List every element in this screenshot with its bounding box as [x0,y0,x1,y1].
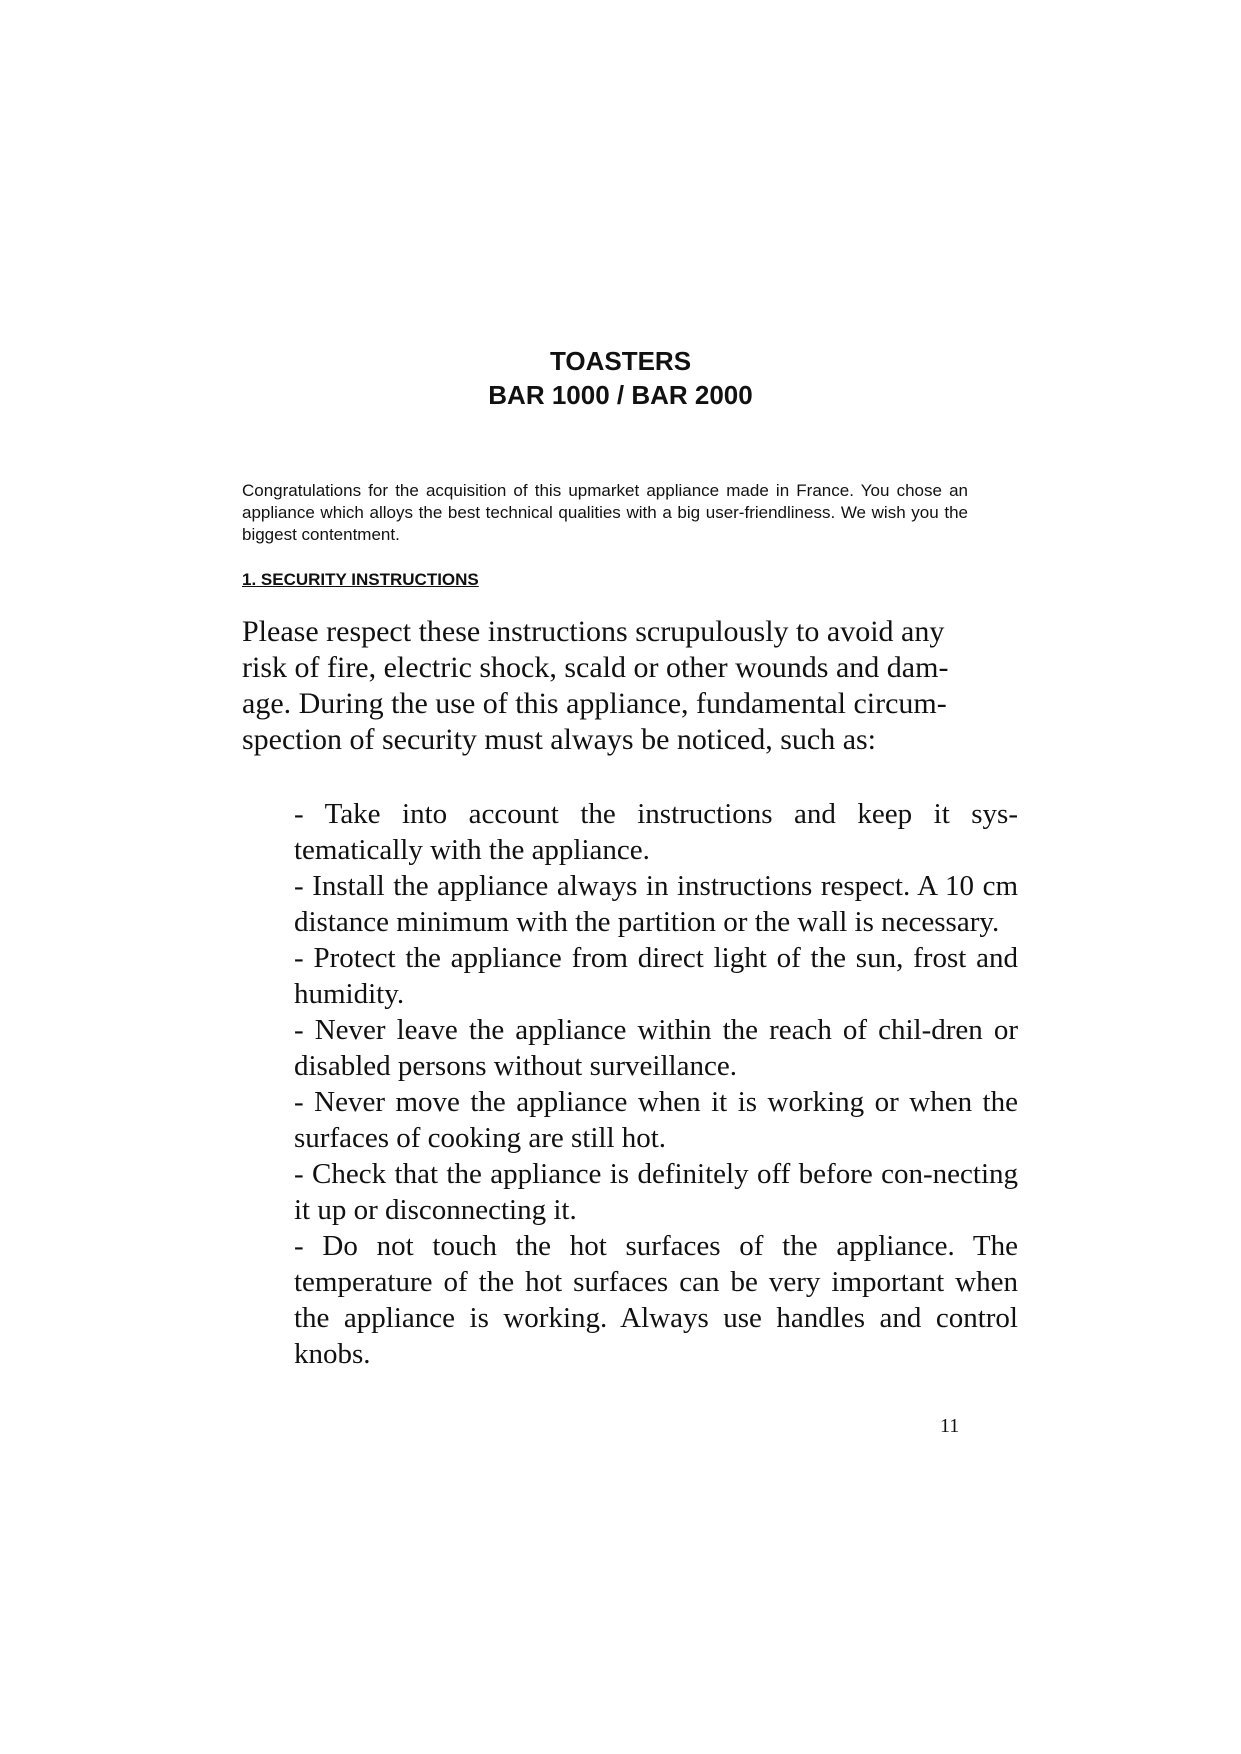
list-item: - Do not touch the hot surfaces of the appliance. The temperature of the hot surfaces can be very important when the appliance is working. Always use handles and control knobs. [294,1230,1018,1370]
section-lead-paragraph: Please respect these instructions scrupulously to avoid any risk of fire, electric shock, scald or other wounds and dam-age. During the use of this appliance, fundamental circum-spection of security must always be noticed, such as: [242,615,949,756]
list-item: - Never leave the appliance within the reach of chil-dren or disabled persons without surveillance. [294,1014,1018,1082]
title-line-2: BAR 1000 / BAR 2000 [488,380,753,410]
security-instructions-list [294,796,1018,1372]
list-item: - Take into account the instructions and keep it sys-tematically with the appliance. [294,798,1018,866]
list-item: - Check that the appliance is definitely off before con-necting it up or disconnecting it. [294,1158,1018,1226]
section-heading: 1. SECURITY INSTRUCTIONS [242,570,479,589]
list-item: - Never move the appliance when it is working or when the surfaces of cooking are still hot. [294,1086,1018,1154]
list-item: - Install the appliance always in instructions respect. A 10 cm distance minimum with the partition or the wall is necessary. [294,870,1018,938]
page-number: 11 [940,1415,960,1437]
title-line-1: TOASTERS [549,346,692,376]
list-item: - Protect the appliance from direct light of the sun, frost and humidity. [294,942,1018,1010]
document-title [0,344,1241,412]
intro-paragraph: Congratulations for the acquisition of this upmarket appliance made in France. You chose an appliance which alloys the best technical qualities with a big user-friendliness. We wish you the biggest contentment. [242,481,968,544]
